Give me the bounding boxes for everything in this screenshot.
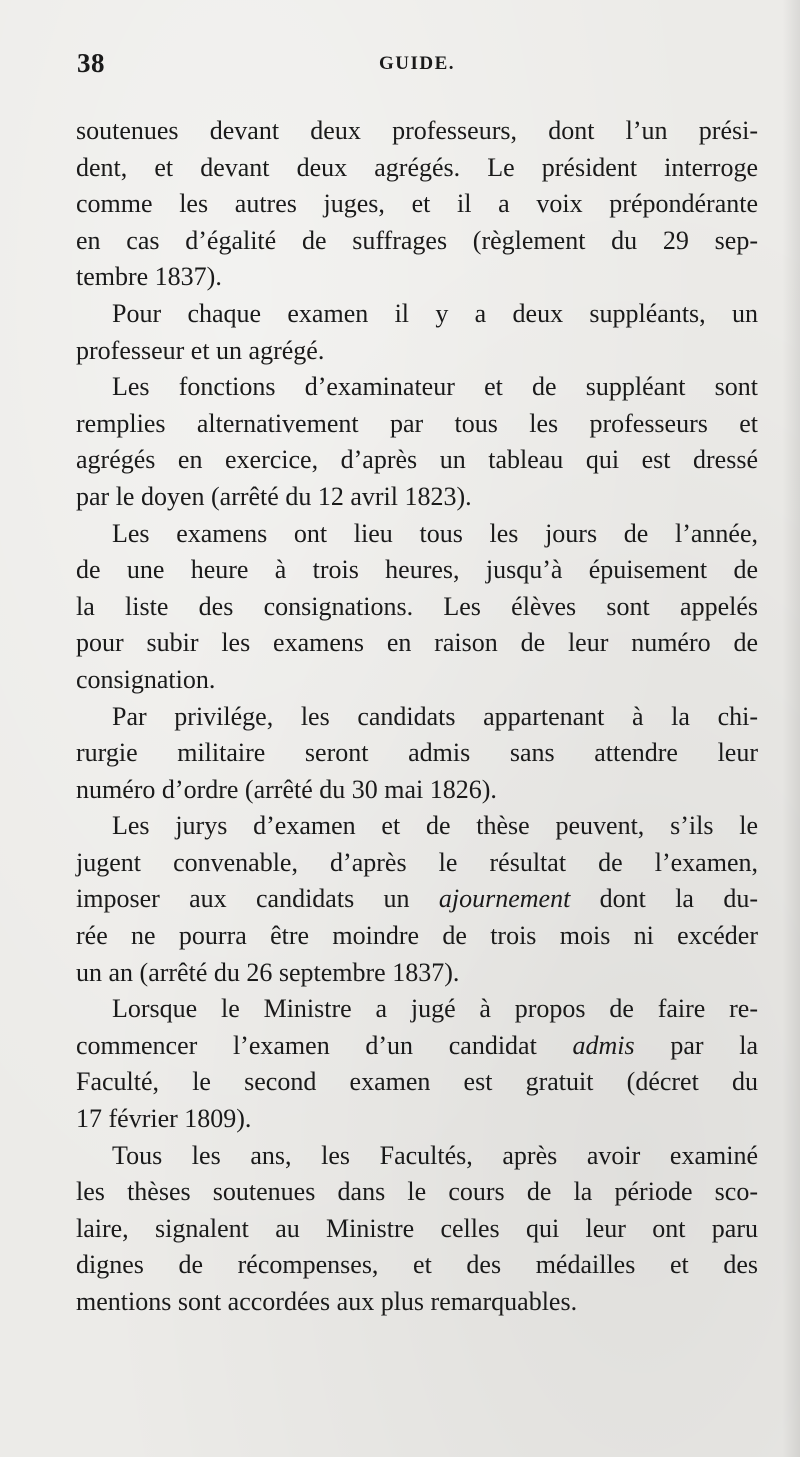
page-header — [77, 46, 757, 86]
page-number: 38 — [77, 48, 105, 78]
text-line: soutenues devant deux professeurs, dont l’un prési- — [76, 116, 758, 145]
text-line: en cas d’égalité de suffrages (règlement du 29 sep- — [76, 225, 758, 255]
text-line: pour subir les examens en raison de leur numéro de — [76, 628, 758, 658]
text-line: consignation. — [76, 664, 216, 694]
text-segment: commencer l’examen d’un candidat — [76, 1030, 573, 1060]
text-line: professeur et un agrégé. — [76, 335, 325, 365]
text-line: remplies alternativement par tous les professeurs et — [76, 408, 758, 438]
text-line: rurgie militaire seront admis sans attendre leur — [76, 738, 758, 768]
text-line: dignes de récompenses, et des médailles et des — [76, 1250, 758, 1280]
text-line: rée ne pourra être moindre de trois mois ni excéder — [76, 921, 758, 951]
body-text — [76, 113, 758, 1321]
text-line: 17 février 1809). — [76, 1104, 252, 1134]
paragraph-first-line: Les fonctions d’examinateur et de suppléant sont — [112, 372, 758, 402]
emphasized-word: ajournement — [438, 884, 571, 914]
paragraph-first-line: Lorsque le Ministre a jugé à propos de faire re- — [112, 994, 758, 1024]
text-line: les thèses soutenues dans le cours de la période sco- — [76, 1177, 758, 1207]
text-segment: dont la du- — [570, 884, 758, 914]
paragraph-first-line: Par privilége, les candidats appartenant à la chi- — [112, 701, 758, 731]
text-line: Faculté, le second examen est gratuit (décret du — [76, 1067, 758, 1097]
text-line: par le doyen (arrêté du 12 avril 1823). — [76, 481, 472, 511]
paragraph-first-line: Les jurys d’examen et de thèse peuvent, s’ils le — [112, 811, 758, 841]
emphasized-word: admis — [572, 1030, 635, 1060]
text-line: la liste des consignations. Les élèves sont appelés — [76, 591, 758, 621]
text-segment: imposer aux candidats un — [76, 884, 439, 914]
text-line: numéro d’ordre (arrêté du 30 mai 1826). — [76, 774, 497, 804]
paragraph-first-line: Tous les ans, les Facultés, après avoir examiné — [112, 1140, 758, 1170]
text-line-with-emphasis — [76, 1028, 758, 1065]
text-line: dent, et devant deux agrégés. Le président interroge — [76, 152, 758, 182]
text-line: agrégés en exercice, d’après un tableau qui est dressé — [76, 445, 758, 475]
text-line: tembre 1837). — [76, 262, 222, 292]
text-line: laire, signalent au Ministre celles qui leur ont paru — [76, 1213, 758, 1243]
text-line: mentions sont accordées aux plus remarquables. — [76, 1287, 578, 1316]
text-line: de une heure à trois heures, jusqu’à épuisement de — [76, 555, 758, 585]
text-line: comme les autres juges, et il a voix prépondérante — [76, 189, 758, 219]
text-segment: par la — [634, 1030, 758, 1060]
running-head: GUIDE. — [378, 53, 456, 74]
paragraph-first-line: Les examens ont lieu tous les jours de l’année, — [112, 518, 758, 548]
text-line-with-emphasis — [76, 881, 758, 918]
paragraph-first-line: Pour chaque examen il y a deux suppléants, un — [112, 298, 758, 328]
text-line: un an (arrêté du 26 septembre 1837). — [76, 957, 460, 987]
text-line: jugent convenable, d’après le résultat de l’examen, — [76, 847, 758, 877]
